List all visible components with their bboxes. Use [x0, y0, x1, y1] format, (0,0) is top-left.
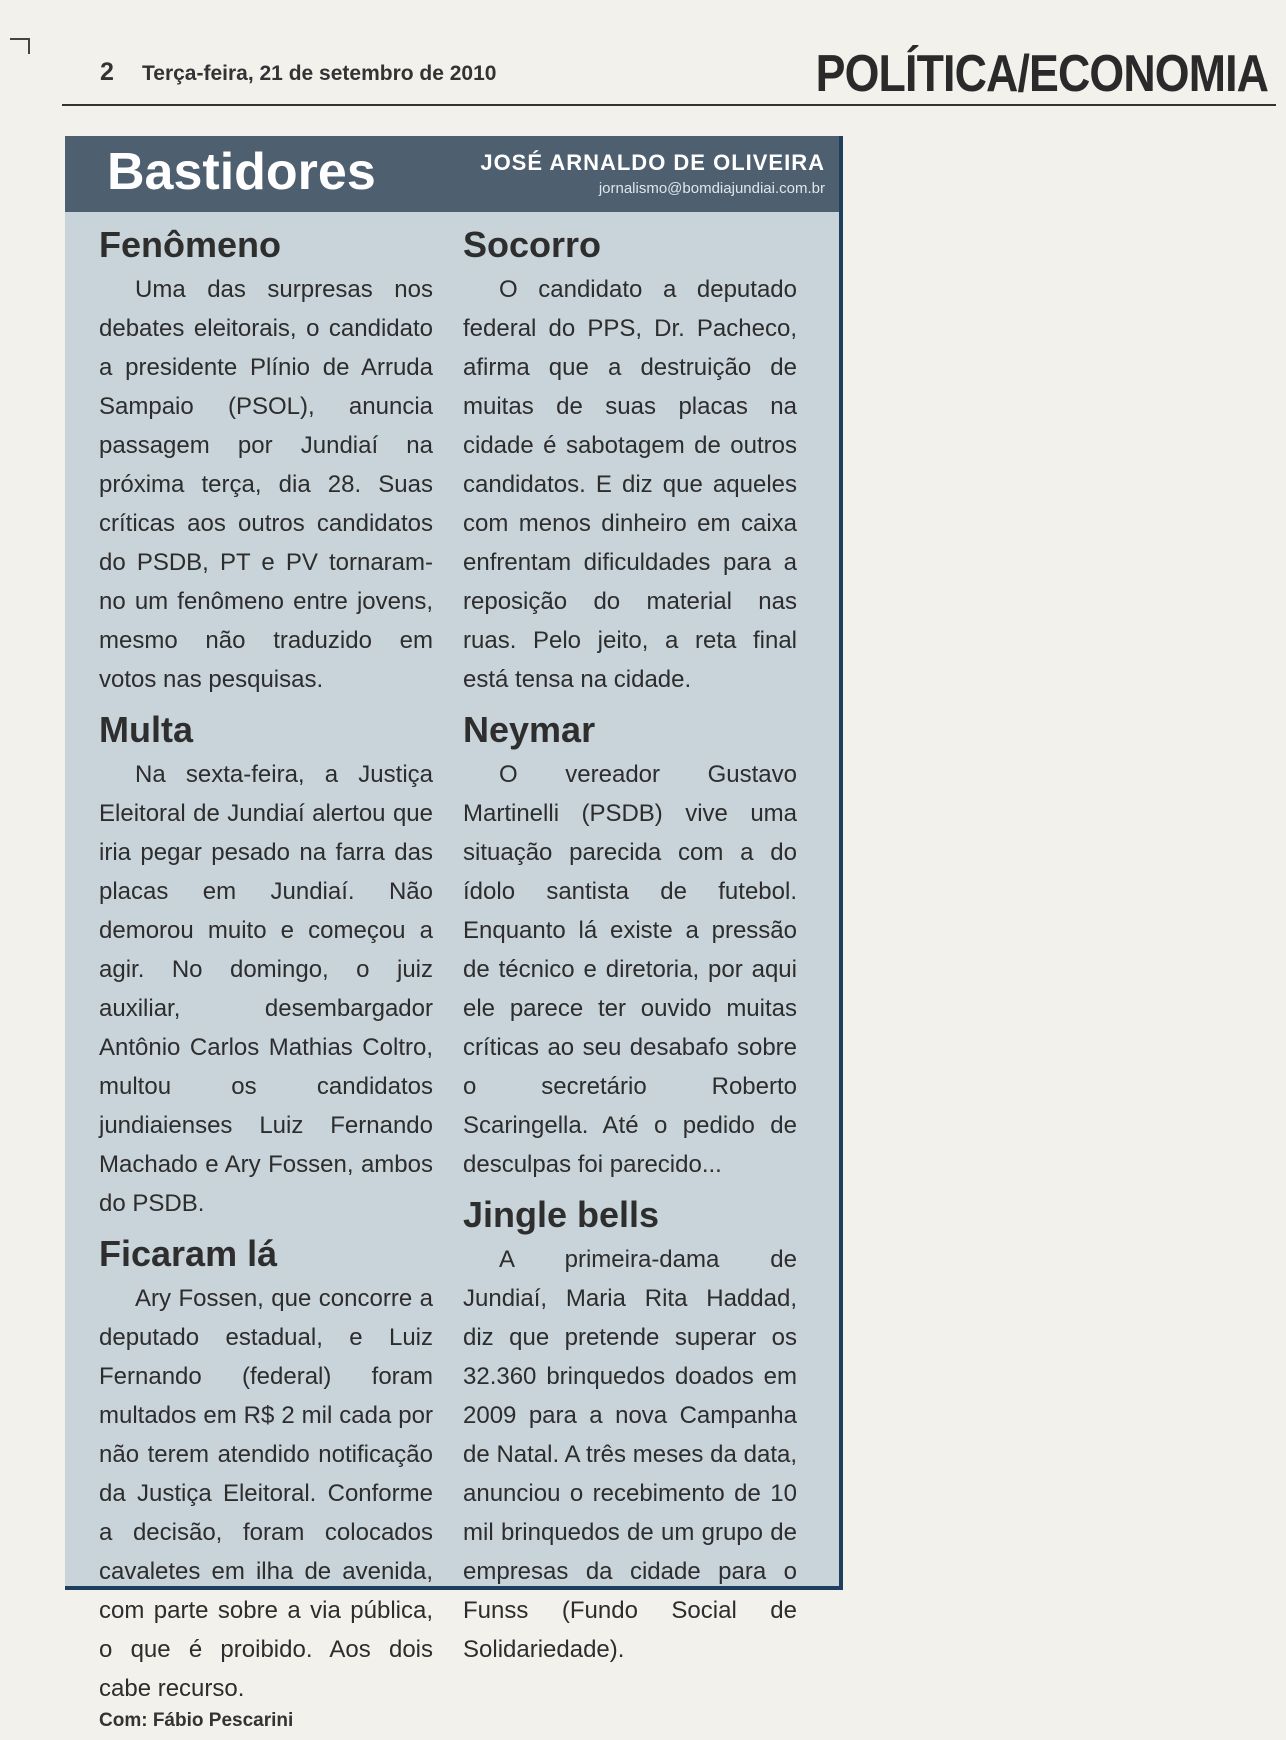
item-title: Neymar [463, 709, 596, 750]
bastidores-column [65, 136, 843, 1731]
item-title: Jingle bells [463, 1194, 660, 1235]
column-title: Bastidores [107, 143, 376, 201]
right-column [463, 222, 797, 1677]
item-title: Socorro [463, 224, 602, 265]
page-header [62, 40, 1276, 106]
column-author: JOSÉ ARNALDO DE OLIVEIRA [480, 150, 825, 175]
item-text: Ary Fossen, que concorre a deputado estadual, e Luiz Fernando (federal) foram multados em R$ 2 mil cada por não terem atendido notificação da Justiça Eleitoral. Conforme a decisão, foram colocados cavaletes em ilha de avenida, com parte sobre a via pública, o que é proibido. Aos dois cabe recurso. [99, 1285, 433, 1702]
news-item-socorro [463, 222, 797, 699]
news-item-neymar [463, 707, 797, 1184]
crop-mark [10, 38, 30, 54]
item-text: O candidato a deputado federal do PPS, Dr. Pacheco, afirma que a destruição de muitas de suas placas na cidade é sabotagem de outros candidatos. E diz que aqueles com menos dinheiro em caixa enfrentam dificuldades para a reposição do material nas ruas. Pelo jeito, a reta final está tensa na cidade. [463, 276, 797, 693]
item-title: Multa [99, 709, 193, 750]
item-title: Ficaram lá [99, 1233, 278, 1274]
item-title: Fenômeno [99, 224, 282, 265]
section-title: POLÍTICA/ECONOMIA [815, 45, 1268, 103]
item-text: A primeira-dama de Jundiaí, Maria Rita Haddad, diz que pretende superar os 32.360 brinquedos doados em 2009 para a nova Campanha de Natal. A três meses da data, anunciou o recebimento de 10 mil brinquedos de um grupo de empresas da cidade para o Funss (Fundo Social de Solidariedade). [463, 1246, 797, 1663]
news-item-fenomeno [99, 222, 433, 699]
publication-date: Terça-feira, 21 de setembro de 2010 [142, 62, 497, 85]
news-item-ficaram-la [99, 1231, 433, 1732]
item-text: Na sexta-feira, a Justiça Eleitoral de Jundiaí alertou que iria pegar pesado na farra das placas em Jundiaí. Não demorou muito e começou a agir. No domingo, o juiz auxiliar, desembargador Antônio Carlos Mathias Coltro, multou os candidatos jundiaienses Luiz Fernando Machado e Ary Fossen, ambos do PSDB. [99, 761, 433, 1217]
news-item-jingle-bells [463, 1192, 797, 1669]
item-text: O vereador Gustavo Martinelli (PSDB) vive uma situação parecida com a do ídolo santista de futebol. Enquanto lá existe a pressão de técnico e diretoria, por aqui ele parece ter ouvido muitas críticas ao seu desabafo sobre o secretário Roberto Scaringella. Até o pedido de desculpas foi parecido... [463, 761, 797, 1178]
item-text: Uma das surpresas nos debates eleitorais, o candidato a presidente Plínio de Arruda Sampaio (PSOL), anuncia passagem por Jundiaí na próxima terça, dia 28. Suas críticas aos outros candidatos do PSDB, PT e PV tornaram-no um fenômeno entre jovens, mesmo não traduzido em votos nas pesquisas. [99, 276, 433, 693]
page-number: 2 [100, 58, 114, 86]
credit-line: Com: Fábio Pescarini [99, 1710, 294, 1731]
author-email: jornalismo@bomdiajundiai.com.br [598, 180, 825, 197]
news-item-multa [99, 707, 433, 1223]
left-column [99, 222, 433, 1740]
column-banner [65, 136, 839, 212]
